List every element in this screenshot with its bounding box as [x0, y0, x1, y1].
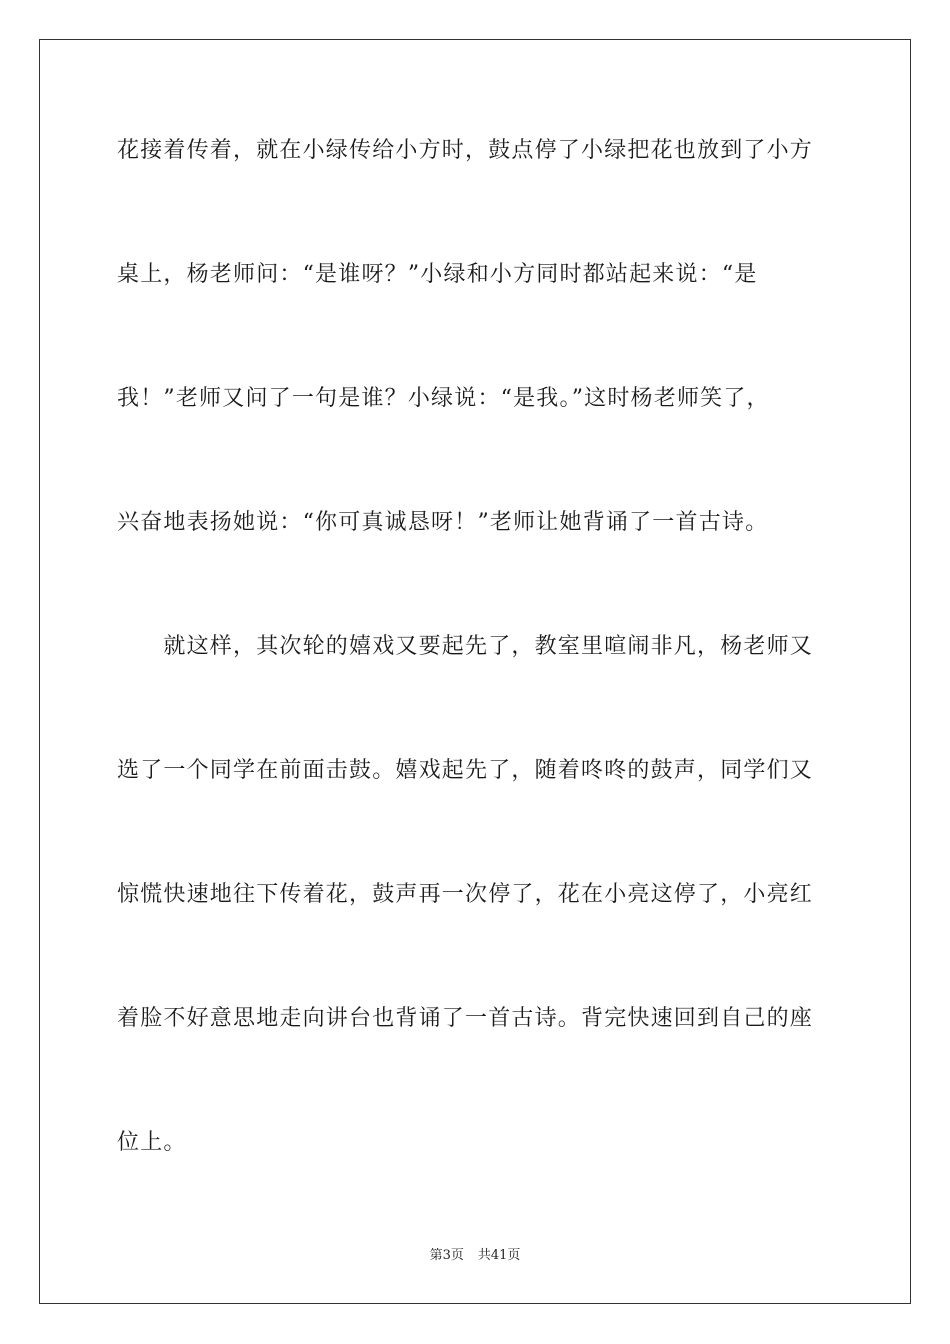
body-text-line: 位上。: [117, 1130, 187, 1155]
body-text-line: 花接着传着，就在小绿传给小方时，鼓点停了小绿把花也放到了小方: [117, 138, 814, 163]
body-text-line: 就这样，其次轮的嬉戏又要起先了，教室里喧闹非凡，杨老师又: [117, 634, 814, 659]
body-text-line: 我！”老师又问了一句是谁？小绿说：“是我。”这时杨老师笑了，: [117, 386, 770, 411]
body-text-line: 着脸不好意思地走向讲台也背诵了一首古诗。背完快速回到自己的座: [117, 1006, 814, 1031]
body-text-line: 兴奋地表扬她说：“你可真诚恳呀！”老师让她背诵了一首古诗。: [117, 510, 769, 535]
page-footer: [0, 1247, 950, 1265]
body-text-line: 桌上，杨老师问：“是谁呀？”小绿和小方同时都站起来说：“是: [117, 262, 758, 287]
body-text-line: 惊慌快速地往下传着花，鼓声再一次停了，花在小亮这停了，小亮红: [117, 882, 814, 907]
page-number: 第3页: [429, 1248, 464, 1263]
body-text-line: 选了一个同学在前面击鼓。嬉戏起先了，随着咚咚的鼓声，同学们又: [117, 758, 814, 783]
page-border: [39, 39, 911, 1304]
page-total: 共41页: [477, 1248, 521, 1263]
